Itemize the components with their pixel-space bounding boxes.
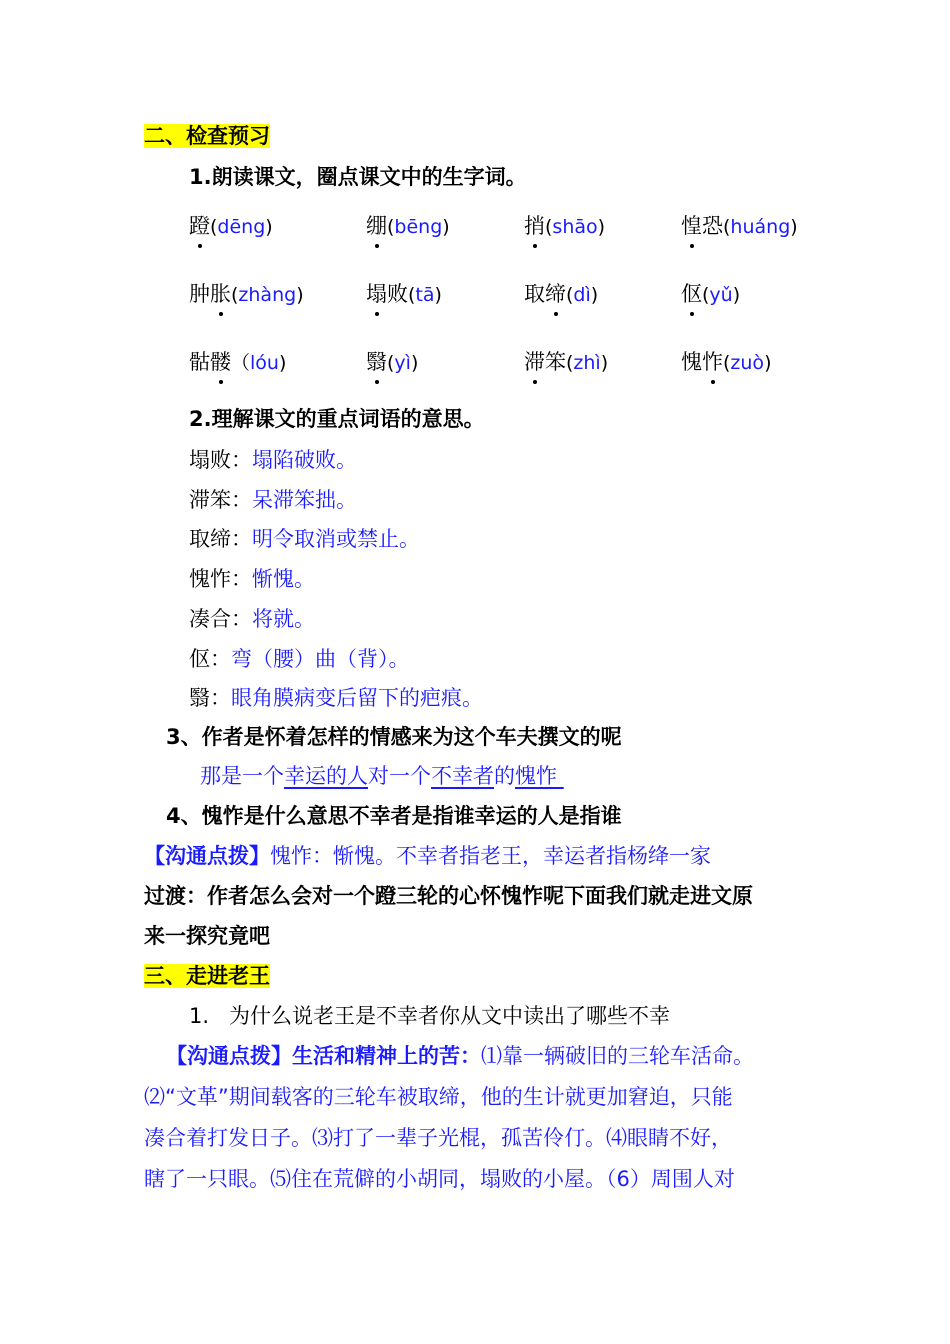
vocab-paren-close: ) bbox=[732, 284, 741, 306]
vocab-pinyin: zuò bbox=[730, 352, 765, 374]
section-3-answer-line-4: 瞎了一只眼。⑸住在荒僻的小胡同，塌败的小屋。（6）周围人对 bbox=[144, 1167, 735, 1191]
answer-3-part2: 对一个 bbox=[368, 764, 431, 788]
vocab-dotted-char: 胀 bbox=[210, 282, 231, 306]
vocab-dotted-char: 塌 bbox=[366, 282, 387, 306]
definition-row bbox=[189, 605, 315, 633]
vocab-char: 笨 bbox=[545, 350, 566, 374]
definition-meaning: 弯（腰）曲（背）。 bbox=[231, 647, 410, 671]
vocab-paren-close: ) bbox=[410, 352, 419, 374]
emphasis-dot bbox=[375, 312, 379, 316]
section-3-title bbox=[144, 962, 270, 990]
vocab-paren-open: ( bbox=[566, 352, 574, 374]
vocab-item bbox=[189, 212, 273, 241]
definition-row bbox=[189, 446, 357, 474]
vocab-dotted-char: 翳 bbox=[366, 350, 387, 374]
vocab-dotted-char: 伛 bbox=[681, 282, 702, 306]
definition-row bbox=[189, 565, 315, 593]
emphasis-dot bbox=[375, 244, 379, 248]
vocab-pinyin: yì bbox=[394, 352, 411, 374]
vocab-dotted-char: 捎 bbox=[524, 214, 545, 238]
transition-line-1: 过渡：作者怎么会对一个蹬三轮的心怀愧怍呢下面我们就走进文原 bbox=[144, 884, 753, 908]
vocab-paren-close: ) bbox=[600, 352, 609, 374]
definition-meaning: 惭愧。 bbox=[252, 567, 315, 591]
vocab-item bbox=[366, 348, 418, 377]
question-1: 1.朗读课文，圈点课文中的生字词。 bbox=[189, 165, 527, 189]
vocab-paren-close: ) bbox=[764, 352, 772, 374]
vocab-dotted-char: 髅 bbox=[210, 350, 231, 374]
definition-term: 凑合： bbox=[189, 607, 252, 631]
section-3-answer-line-1 bbox=[166, 1042, 754, 1070]
definition-meaning: 塌陷破败。 bbox=[252, 448, 357, 472]
definition-term: 伛： bbox=[189, 647, 231, 671]
definition-term: 翳： bbox=[189, 686, 231, 710]
vocab-char: 肿 bbox=[189, 282, 210, 306]
section-3-answer-line-2: ⑵“文革”期间载客的三轮车被取缔，他的生计就更加窘迫，只能 bbox=[144, 1085, 733, 1109]
vocab-pinyin: tā bbox=[415, 284, 435, 306]
vocab-item bbox=[524, 212, 605, 241]
definition-row bbox=[189, 645, 410, 673]
question-2: 2.理解课文的重点词语的意思。 bbox=[189, 407, 485, 431]
definition-term: 滞笨： bbox=[189, 488, 252, 512]
vocab-char: 恐 bbox=[702, 214, 723, 238]
answer-3-part3: 的 bbox=[494, 764, 515, 788]
vocab-paren-close: ) bbox=[442, 216, 450, 238]
vocab-item bbox=[524, 280, 598, 309]
vocab-paren-open: ( bbox=[723, 216, 731, 238]
answer-3-part1: 那是一个 bbox=[200, 764, 284, 788]
vocab-dotted-char: 蹬 bbox=[189, 214, 210, 238]
vocab-item bbox=[189, 280, 304, 309]
definition-meaning: 呆滞笨拙。 bbox=[252, 488, 357, 512]
answer-3-fortunate: 幸运的人 bbox=[284, 764, 368, 788]
vocab-pinyin: dì bbox=[573, 284, 591, 306]
answer-3 bbox=[200, 762, 564, 790]
vocab-item bbox=[366, 280, 442, 309]
vocab-dotted-char: 滞 bbox=[524, 350, 545, 374]
answer-4-text: 愧怍：惭愧。不幸者指老王，幸运者指杨绛一家 bbox=[270, 844, 711, 868]
vocab-dotted-char: 缔 bbox=[545, 282, 566, 306]
definition-row bbox=[189, 525, 420, 553]
section-2-title-text: 二、检查预习 bbox=[144, 124, 270, 148]
vocab-char: 愧 bbox=[681, 350, 702, 374]
section-3-question-1 bbox=[189, 1002, 670, 1030]
emphasis-dot bbox=[690, 312, 694, 316]
answer-4-label: 【沟通点拨】 bbox=[144, 844, 270, 868]
vocab-item bbox=[524, 348, 608, 377]
transition-line-2: 来一探究竟吧 bbox=[144, 924, 270, 948]
vocab-paren-open: ( bbox=[408, 284, 416, 306]
vocab-paren-open: ( bbox=[545, 216, 553, 238]
vocab-paren-open: ( bbox=[723, 352, 731, 374]
vocab-pinyin: zhì bbox=[573, 352, 601, 374]
vocab-paren-close: ) bbox=[296, 284, 304, 306]
vocab-char: 骷 bbox=[189, 350, 210, 374]
definition-term: 取缔： bbox=[189, 527, 252, 551]
question-4: 4、愧怍是什么意思不幸者是指谁幸运的人是指谁 bbox=[166, 804, 622, 828]
vocab-pinyin: bēng bbox=[394, 216, 443, 238]
vocab-paren-close: ) bbox=[597, 216, 606, 238]
emphasis-dot bbox=[375, 380, 379, 384]
vocab-pinyin: yǔ bbox=[709, 284, 733, 306]
answer-3-shame: 愧怍 bbox=[515, 764, 564, 788]
vocab-paren-open: ( bbox=[231, 284, 239, 306]
emphasis-dot bbox=[690, 244, 694, 248]
definition-meaning: 明令取消或禁止。 bbox=[252, 527, 420, 551]
answer-3-unfortunate: 不幸者 bbox=[431, 764, 494, 788]
definition-row bbox=[189, 684, 483, 712]
vocab-pinyin: lóu bbox=[250, 352, 279, 374]
vocab-pinyin: dēng bbox=[217, 216, 266, 238]
emphasis-dot bbox=[533, 244, 537, 248]
emphasis-dot bbox=[219, 312, 223, 316]
vocab-pinyin: shāo bbox=[552, 216, 598, 238]
definition-term: 塌败： bbox=[189, 448, 252, 472]
answer-4 bbox=[144, 842, 711, 870]
definition-row bbox=[189, 486, 357, 514]
question-3: 3、作者是怀着怎样的情感来为这个车夫撰文的呢 bbox=[166, 725, 622, 749]
vocab-paren-close: ) bbox=[790, 216, 798, 238]
vocab-paren-close: ) bbox=[278, 352, 287, 374]
vocab-char: 败 bbox=[387, 282, 408, 306]
vocab-paren-close: ) bbox=[434, 284, 442, 306]
vocab-item bbox=[189, 348, 286, 377]
vocab-dotted-char: 怍 bbox=[702, 350, 723, 374]
vocab-pinyin: huáng bbox=[730, 216, 791, 238]
vocab-item bbox=[681, 280, 740, 309]
section-3-title-text: 三、走进老王 bbox=[144, 964, 270, 988]
section-3-question-1-num: 1. bbox=[189, 1004, 210, 1028]
emphasis-dot bbox=[711, 380, 715, 384]
section-3-answer-text-1: ⑴靠一辆破旧的三轮车活命。 bbox=[481, 1044, 754, 1068]
section-2-title bbox=[144, 122, 270, 150]
vocab-pinyin: zhàng bbox=[238, 284, 297, 306]
vocab-paren-open: ( bbox=[387, 216, 395, 238]
section-3-answer-line-3: 凑合着打发日子。⑶打了一辈子光棍，孤苦伶仃。⑷眼睛不好， bbox=[144, 1126, 732, 1150]
definition-meaning: 眼角膜病变后留下的疤痕。 bbox=[231, 686, 483, 710]
vocab-paren-close: ) bbox=[265, 216, 273, 238]
vocab-paren-open: ( bbox=[566, 284, 574, 306]
vocab-paren-open: ( bbox=[387, 352, 395, 374]
vocab-dotted-char: 绷 bbox=[366, 214, 387, 238]
vocab-paren-open: （ bbox=[231, 352, 251, 374]
vocab-paren-open: ( bbox=[702, 284, 710, 306]
definition-meaning: 将就。 bbox=[252, 607, 315, 631]
vocab-paren-close: ) bbox=[590, 284, 599, 306]
section-3-answer-label: 【沟通点拨】生活和精神上的苦： bbox=[166, 1044, 481, 1068]
vocab-item bbox=[681, 212, 798, 241]
vocab-item bbox=[366, 212, 450, 241]
emphasis-dot bbox=[198, 244, 202, 248]
vocab-item bbox=[681, 348, 771, 377]
vocab-char: 取 bbox=[524, 282, 545, 306]
emphasis-dot bbox=[533, 380, 537, 384]
emphasis-dot bbox=[219, 380, 223, 384]
vocab-dotted-char: 惶 bbox=[681, 214, 702, 238]
vocab-paren-open: ( bbox=[210, 216, 218, 238]
definition-term: 愧怍： bbox=[189, 567, 252, 591]
section-3-question-1-text: 为什么说老王是不幸者你从文中读出了哪些不幸 bbox=[229, 1004, 671, 1028]
emphasis-dot bbox=[554, 312, 558, 316]
